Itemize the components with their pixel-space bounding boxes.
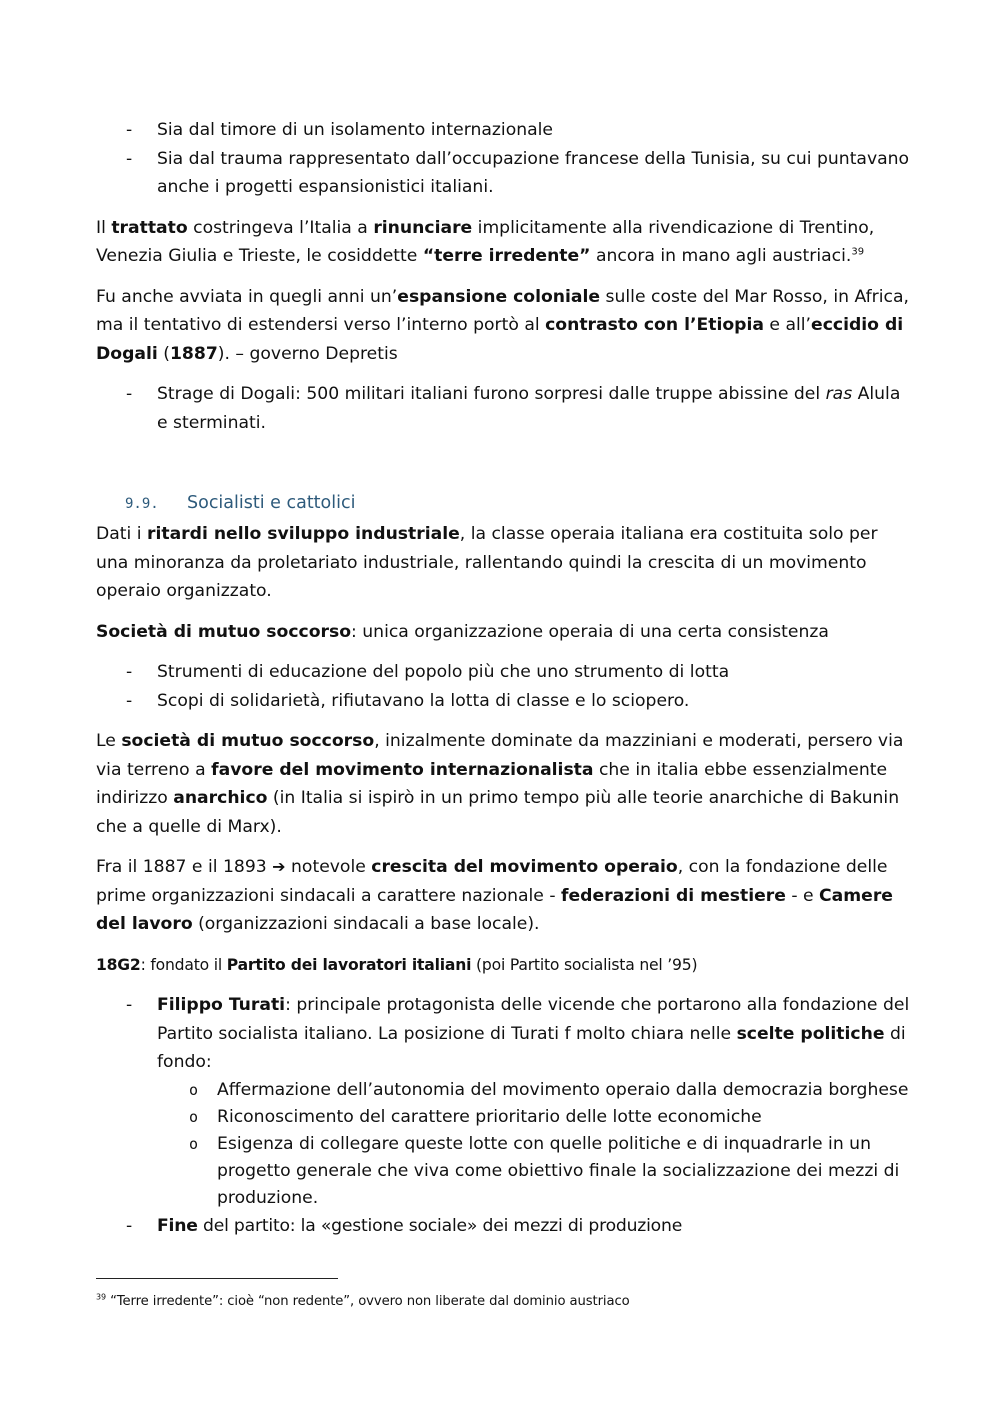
sub-list-item: o Riconoscimento del carattere prioritario delle lotte economiche	[157, 1104, 910, 1131]
list-item: - Scopi di solidarietà, rifiutavano la lotta di classe e lo sciopero.	[96, 687, 910, 716]
paragraph-crescita-movimento: Fra il 1887 e il 1893 ➔ notevole crescita del movimento operaio, con la fondazione delle prime organizzazioni sindacali a carattere nazionale - federazioni di mestiere - e Camere del lavoro (organizzazioni sindacali a base locale).	[96, 857, 893, 934]
sub-list-scelte	[157, 1077, 910, 1212]
section-title: Socialisti e cattolici	[187, 493, 356, 513]
sub-list-item: o Affermazione dell’autonomia del movimento operaio dalla democrazia borghese	[157, 1077, 910, 1104]
section-heading	[96, 489, 910, 518]
footnote: $^{39}$ “Terre irredente”: cioè “non redente”, ovvero non liberate dal dominio austriaco	[96, 1292, 630, 1309]
paragraph-ritardi: Dati i ritardi nello sviluppo industriale, la classe operaia italiana era costituita solo per una minoranza da proletariato industriale, rallentando quindi la crescita di un movimento operaio organizzato.	[96, 524, 878, 601]
footnote-divider	[96, 1278, 338, 1279]
list-item: - Strumenti di educazione del popolo più che uno strumento di lotta	[96, 658, 910, 687]
paragraph-societa-mutuo-soccorso: Società di mutuo soccorso: unica organizzazione operaia di una certa consistenza	[96, 621, 829, 642]
bullet-list-dogali	[96, 380, 910, 437]
page-body	[96, 116, 910, 1252]
paragraph-trattato: Il trattato costringeva l’Italia a rinunciare implicitamente alla rivendicazione di Trentino, Venezia Giulia e Trieste, le cosiddette “terre irredente” ancora in mano agli austriaci.$^{39}$	[96, 217, 875, 266]
footnote-number: 39	[96, 1292, 106, 1302]
bullet-list-isolamento	[96, 116, 910, 202]
list-item: - Strage di Dogali: 500 militari italiani furono sorpresi dalle truppe abissine del ras Alula e sterminati.	[96, 380, 910, 437]
list-item: - Fine del partito: la «gestione sociale» dei mezzi di produzione	[96, 1212, 910, 1241]
section-number: 9.9.	[125, 496, 159, 512]
bullet-list-turati	[96, 991, 910, 1240]
list-item: - Filippo Turati: principale protagonista delle vicende che portarono alla fondazione del Partito socialista italiano. La posizione di Turati f molto chiara nelle scelte politiche di fondo: o Affermazione dell’autonomia del movimento operaio dalla democrazia borghese o Riconoscimento del carattere prioritario delle lotte economiche o Esigenza di collegare queste lotte con quelle politiche e di inquadrarle in un progetto generale che viva come obiettivo finale la socializzazione dei mezzi di produzione.	[96, 991, 910, 1212]
paragraph-partito-lavoratori: 18G2: fondato il Partito dei lavoratori italiani (poi Partito socialista nel ’95)	[96, 955, 698, 974]
bullet-list-societa	[96, 658, 910, 715]
footnote-reference[interactable]: 39	[851, 246, 865, 258]
paragraph-espansione-coloniale: Fu anche avviata in quegli anni un’espansione coloniale sulle coste del Mar Rosso, in Africa, ma il tentativo di estendersi verso l’interno portò al contrasto con l’Etiopia e all’eccidio di Dogali (1887). – governo Depretis	[96, 286, 909, 364]
arrow-right-icon: ➔	[272, 857, 286, 876]
paragraph-movimento-internazionalista: Le società di mutuo soccorso, inizalmente dominate da mazziniani e moderati, persero via via terreno a favore del movimento internazionalista che in italia ebbe essenzialmente indirizzo anarchico (in Italia si ispirò in un primo tempo più alle teorie anarchiche di Bakunin che a quelle di Marx).	[96, 731, 904, 837]
list-item: - Sia dal timore di un isolamento internazionale	[96, 116, 910, 145]
sub-list-item: o Esigenza di collegare queste lotte con quelle politiche e di inquadrarle in un progetto generale che viva come obiettivo finale la socializzazione dei mezzi di produzione.	[157, 1131, 910, 1212]
list-item: - Sia dal trauma rappresentato dall’occupazione francese della Tunisia, su cui puntavano anche i progetti espansionistici italiani.	[96, 145, 910, 202]
